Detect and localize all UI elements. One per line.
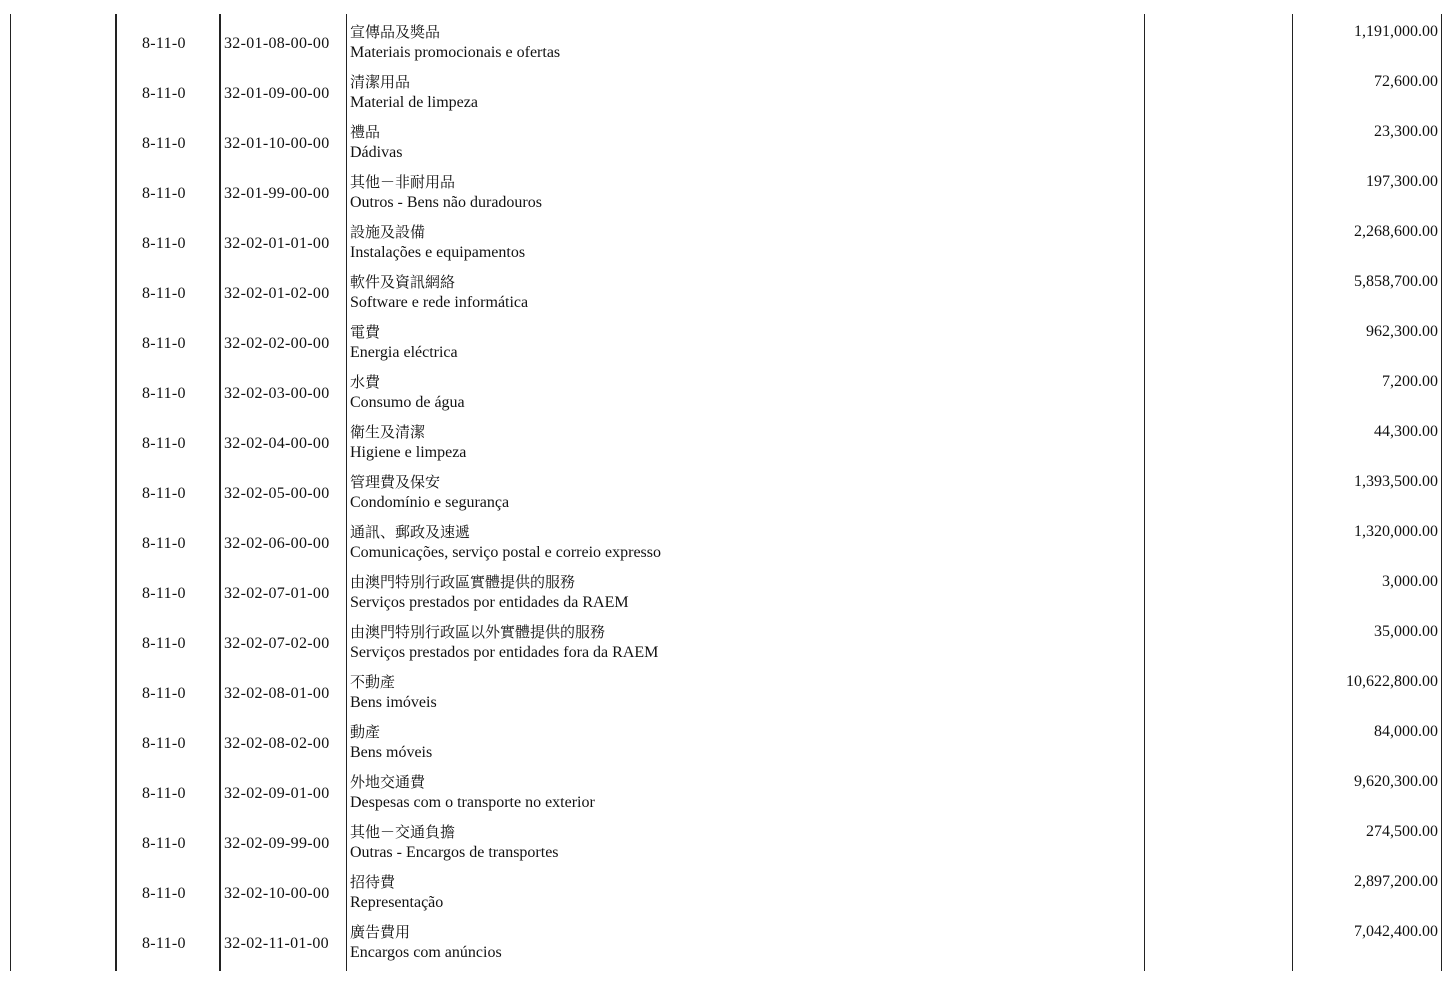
- description-portuguese: Dádivas: [350, 144, 403, 161]
- description-chinese: 招待費: [350, 873, 396, 891]
- table-row: [0, 70, 1455, 120]
- description-chinese: 由澳門特別行政區實體提供的服務: [350, 573, 576, 591]
- description-portuguese: Bens imóveis: [350, 694, 437, 711]
- description-chinese: 禮品: [350, 123, 381, 141]
- table-row: [0, 670, 1455, 720]
- table-row: [0, 170, 1455, 220]
- description-chinese: 衛生及清潔: [350, 423, 426, 441]
- economic-code: 32-02-01-02-00: [224, 285, 330, 302]
- description-portuguese: Instalações e equipamentos: [350, 244, 526, 261]
- organic-code: 8-11-0: [142, 885, 186, 902]
- table-row: [0, 520, 1455, 570]
- amount: 10,622,800.00: [1346, 673, 1438, 690]
- item-description: [350, 922, 502, 963]
- organic-code: 8-11-0: [142, 635, 186, 652]
- amount: 197,300.00: [1366, 173, 1438, 190]
- description-portuguese: Material de limpeza: [350, 94, 478, 111]
- economic-code: 32-02-07-02-00: [224, 635, 330, 652]
- amount: 7,200.00: [1382, 373, 1438, 390]
- table-row: [0, 420, 1455, 470]
- description-portuguese: Materiais promocionais e ofertas: [350, 44, 561, 61]
- economic-code: 32-02-01-01-00: [224, 235, 330, 252]
- item-description: [350, 572, 629, 613]
- description-portuguese: Despesas com o transporte no exterior: [350, 794, 595, 811]
- item-description: [350, 822, 559, 863]
- description-chinese: 軟件及資訊網絡: [350, 273, 456, 291]
- description-portuguese: Serviços prestados por entidades da RAEM: [350, 594, 629, 611]
- description-portuguese: Outros - Bens não duradouros: [350, 194, 542, 211]
- item-description: [350, 22, 560, 63]
- description-portuguese: Serviços prestados por entidades fora da RAEM: [350, 644, 659, 661]
- description-chinese: 宣傳品及獎品: [350, 23, 441, 41]
- organic-code: 8-11-0: [142, 385, 186, 402]
- organic-code: 8-11-0: [142, 135, 186, 152]
- description-portuguese: Bens móveis: [350, 744, 433, 761]
- table-row: [0, 270, 1455, 320]
- amount: 274,500.00: [1366, 823, 1438, 840]
- table-row: [0, 770, 1455, 820]
- item-description: [350, 122, 402, 163]
- table-row: [0, 320, 1455, 370]
- amount: 2,268,600.00: [1354, 223, 1438, 240]
- description-portuguese: Outras - Encargos de transportes: [350, 844, 559, 861]
- organic-code: 8-11-0: [142, 435, 186, 452]
- amount: 44,300.00: [1374, 423, 1438, 440]
- item-description: [350, 372, 465, 413]
- table-row: [0, 570, 1455, 620]
- description-portuguese: Condomínio e segurança: [350, 494, 510, 511]
- description-chinese: 電費: [350, 323, 381, 341]
- economic-code: 32-02-06-00-00: [224, 535, 330, 552]
- economic-code: 32-01-99-00-00: [224, 185, 330, 202]
- economic-code: 32-02-09-01-00: [224, 785, 330, 802]
- organic-code: 8-11-0: [142, 585, 186, 602]
- description-chinese: 動產: [350, 723, 381, 741]
- economic-code: 32-02-11-01-00: [224, 935, 329, 952]
- description-portuguese: Representação: [350, 894, 444, 911]
- organic-code: 8-11-0: [142, 835, 186, 852]
- description-portuguese: Comunicações, serviço postal e correio expresso: [350, 544, 662, 561]
- economic-code: 32-02-08-01-00: [224, 685, 330, 702]
- organic-code: 8-11-0: [142, 485, 186, 502]
- amount: 35,000.00: [1374, 623, 1438, 640]
- table-row: [0, 220, 1455, 270]
- table-row: [0, 620, 1455, 670]
- organic-code: 8-11-0: [142, 785, 186, 802]
- table-row: [0, 820, 1455, 870]
- table-row: [0, 20, 1455, 70]
- item-description: [350, 722, 432, 763]
- item-description: [350, 422, 466, 463]
- item-description: [350, 872, 443, 913]
- amount: 962,300.00: [1366, 323, 1438, 340]
- economic-code: 32-02-02-00-00: [224, 335, 330, 352]
- economic-code: 32-01-09-00-00: [224, 85, 330, 102]
- organic-code: 8-11-0: [142, 35, 186, 52]
- organic-code: 8-11-0: [142, 335, 186, 352]
- organic-code: 8-11-0: [142, 285, 186, 302]
- description-chinese: 廣告費用: [350, 923, 411, 941]
- table-row: [0, 120, 1455, 170]
- organic-code: 8-11-0: [142, 235, 186, 252]
- description-portuguese: Encargos com anúncios: [350, 944, 502, 961]
- description-chinese: 通訊、郵政及速遞: [350, 523, 471, 541]
- description-portuguese: Consumo de água: [350, 394, 465, 411]
- economic-code: 32-02-04-00-00: [224, 435, 330, 452]
- description-chinese: 水費: [350, 373, 381, 391]
- item-description: [350, 272, 528, 313]
- item-description: [350, 222, 525, 263]
- item-description: [350, 622, 658, 663]
- amount: 9,620,300.00: [1354, 773, 1438, 790]
- description-chinese: 外地交通費: [350, 773, 426, 791]
- economic-code: 32-02-10-00-00: [224, 885, 330, 902]
- description-portuguese: Higiene e limpeza: [350, 444, 467, 461]
- description-chinese: 設施及設備: [350, 223, 426, 241]
- item-description: [350, 322, 458, 363]
- amount: 7,042,400.00: [1354, 923, 1438, 940]
- economic-code: 32-02-07-01-00: [224, 585, 330, 602]
- item-description: [350, 472, 509, 513]
- description-portuguese: Energia eléctrica: [350, 344, 458, 361]
- organic-code: 8-11-0: [142, 685, 186, 702]
- amount: 5,858,700.00: [1354, 273, 1438, 290]
- economic-code: 32-02-09-99-00: [224, 835, 330, 852]
- table-row: [0, 720, 1455, 770]
- amount: 23,300.00: [1374, 123, 1438, 140]
- amount: 72,600.00: [1374, 73, 1438, 90]
- description-chinese: 不動產: [350, 673, 396, 691]
- description-chinese: 由澳門特別行政區以外實體提供的服務: [350, 623, 606, 641]
- item-description: [350, 772, 595, 813]
- table-row: [0, 870, 1455, 920]
- amount: 1,191,000.00: [1354, 23, 1438, 40]
- economic-code: 32-01-08-00-00: [224, 35, 330, 52]
- item-description: [350, 172, 542, 213]
- organic-code: 8-11-0: [142, 535, 186, 552]
- description-chinese: 管理費及保安: [350, 473, 441, 491]
- item-description: [350, 72, 478, 113]
- description-chinese: 其他－非耐用品: [350, 173, 456, 191]
- organic-code: 8-11-0: [142, 185, 186, 202]
- amount: 1,320,000.00: [1354, 523, 1438, 540]
- table-row: [0, 370, 1455, 420]
- amount: 3,000.00: [1382, 573, 1438, 590]
- economic-code: 32-02-05-00-00: [224, 485, 330, 502]
- amount: 84,000.00: [1374, 723, 1438, 740]
- amount: 2,897,200.00: [1354, 873, 1438, 890]
- organic-code: 8-11-0: [142, 735, 186, 752]
- item-description: [350, 522, 661, 563]
- description-chinese: 其他－交通負擔: [350, 823, 456, 841]
- economic-code: 32-02-03-00-00: [224, 385, 330, 402]
- organic-code: 8-11-0: [142, 85, 186, 102]
- table-row: [0, 920, 1455, 970]
- description-portuguese: Software e rede informática: [350, 294, 529, 311]
- economic-code: 32-02-08-02-00: [224, 735, 330, 752]
- organic-code: 8-11-0: [142, 935, 186, 952]
- item-description: [350, 672, 437, 713]
- table-row: [0, 470, 1455, 520]
- economic-code: 32-01-10-00-00: [224, 135, 330, 152]
- description-chinese: 清潔用品: [350, 73, 411, 91]
- amount: 1,393,500.00: [1354, 473, 1438, 490]
